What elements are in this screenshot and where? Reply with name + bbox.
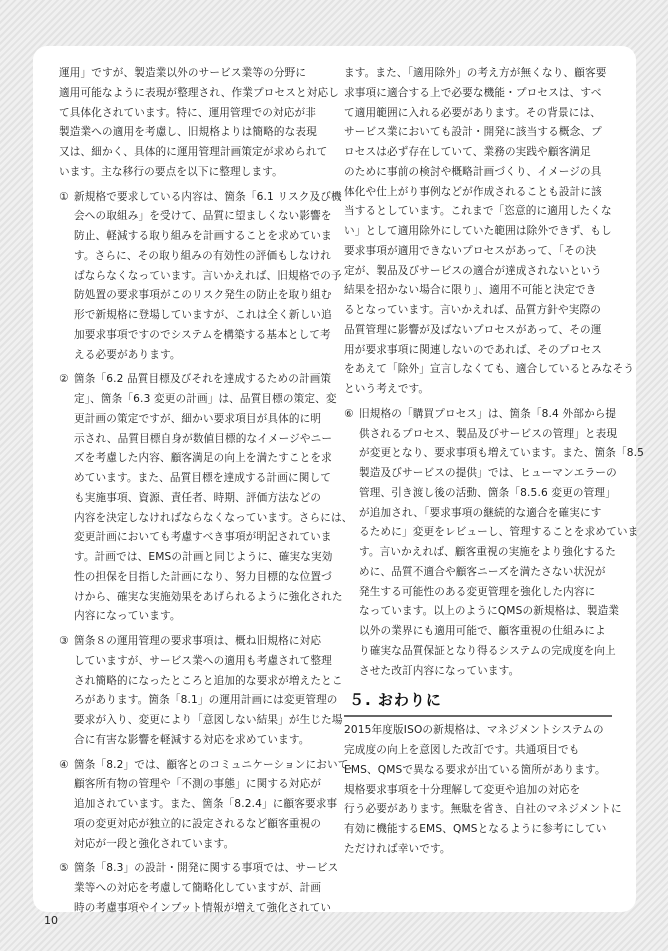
item-text bbox=[74, 859, 339, 918]
text-line: めに、品質不適合や顧客ニーズを満たさない状況が bbox=[359, 565, 606, 578]
text-line: 又は、細かく、具体的に運用管理計画策定が求められて bbox=[59, 146, 328, 158]
list-item-5 bbox=[59, 859, 339, 918]
text-line: EMS、QMSで異なる要求が出ている箇所があります。 bbox=[344, 763, 606, 776]
text-line: も実施事項、資源、責任者、時期、評価方法などの bbox=[74, 491, 322, 504]
text-line: り確実な品質保証となり得るシステムの完成度を向上 bbox=[359, 644, 616, 657]
text-line: す。言いかえれば、顧客重視の実施をより強化するた bbox=[359, 546, 616, 558]
item-marker: ④ bbox=[59, 758, 69, 771]
item-marker: ① bbox=[59, 190, 69, 203]
text-line: 時の考慮事項やインプット情報が増えて強化されてい bbox=[74, 901, 332, 914]
item-text bbox=[74, 632, 343, 751]
list-item-4 bbox=[59, 756, 360, 855]
text-line: をあえて「除外」宣言しなくても、適合しているとみなそう bbox=[344, 363, 635, 376]
text-line: 要求事項が適用できないプロセスがあって、「その決 bbox=[344, 244, 597, 257]
item-text bbox=[74, 188, 342, 366]
text-line: 求事項に適合する上で必要な機能・プロセスは、すべ bbox=[344, 86, 602, 99]
text-line: い」として適用除外にしていた範囲は除外できず、もし bbox=[344, 225, 612, 237]
text-line: す。さらに、その取り組みの有効性の評価もしなけれ bbox=[74, 249, 331, 262]
text-line: ろがあります。箇条「8.1」の運用計画には変更管理の bbox=[74, 694, 338, 707]
text-line: す。計画では、EMSの計画と同じように、確実な実効 bbox=[74, 551, 333, 563]
item-marker: ③ bbox=[59, 635, 69, 647]
item-marker: ⑥ bbox=[344, 407, 354, 420]
text-line: 有効に機能するEMS、QMSとなるように参考にしてい bbox=[344, 823, 607, 835]
text-line: ます。また、「適用除外」の考え方が無くなり、顧客要 bbox=[344, 67, 607, 79]
text-line: 内容になっています。 bbox=[74, 610, 181, 623]
text-line: めています。また、品質目標を達成する計画に関して bbox=[74, 472, 331, 484]
text-line: 合に有害な影響を軽減する対応を求めています。 bbox=[74, 733, 310, 746]
text-line: 以外の業界にも適用可能で、顧客重視の仕組みによ bbox=[359, 625, 606, 637]
item-marker: ② bbox=[59, 373, 69, 386]
text-line: 顧客所有物の管理や「不測の事態」に関する対応が bbox=[74, 778, 322, 791]
intro-paragraph bbox=[59, 64, 339, 183]
section-heading: ５. おわりに bbox=[344, 689, 612, 717]
text-line: 内容を決定しなければならなくなっています。さらには、 bbox=[74, 511, 353, 524]
text-line: 防処置の要求事項がこのリスク発生の防止を取り組む bbox=[74, 289, 332, 302]
text-line: 管理、引き渡し後の活動、箇条「8.5.6 変更の管理」 bbox=[359, 486, 616, 499]
text-line: 結果を招かない場合に限り」、適用不可能と決定でき bbox=[344, 284, 597, 297]
left-column bbox=[59, 64, 360, 919]
text-line: 形で新規格に登場していますが、これは全く新しい追 bbox=[74, 309, 332, 321]
list-item-1 bbox=[59, 188, 342, 366]
item-text bbox=[74, 370, 353, 627]
text-line: が追加され、「要求事項の継続的な適合を確実にす bbox=[359, 506, 602, 519]
text-line: 性の担保を目指した計画になり、努力目標的な位置づ bbox=[74, 570, 332, 583]
text-line: 適用可能なように表現が整理され、作業プロセスと対応し bbox=[59, 86, 339, 99]
text-line: 項の変更対応が独立的に設定されるなど顧客重視の bbox=[74, 817, 322, 830]
text-line: るために」変更をレビューし、管理することを求めていま bbox=[359, 526, 639, 539]
text-line: るとなっています。言いかえれば、品質方針や実際の bbox=[344, 304, 601, 316]
text-line: 箇条「6.2 品質目標及びそれを達成するための計画策 bbox=[74, 373, 332, 386]
text-line: ズを考慮した内容、顧客満足の向上を満たすことを求 bbox=[74, 452, 332, 465]
text-line: 防止、軽減する取り組みを計画することを求めていま bbox=[74, 230, 332, 242]
text-line: います。主な移行の要点を以下に整理します。 bbox=[59, 165, 283, 178]
text-line: され簡略的になったところと追加的な要求が増えたとこ bbox=[74, 674, 343, 687]
text-line: て具体化されています。特に、運用管理での対応が非 bbox=[59, 106, 316, 119]
text-line: 旧規格の「購買プロセス」は、箇条「8.4 外部から提 bbox=[359, 407, 617, 420]
text-line: 規格要求事項を十分理解して変更や追加の対応を bbox=[344, 783, 581, 796]
text-line: していますが、サービス業への適用も考慮されて整理 bbox=[74, 654, 332, 667]
list-item-3 bbox=[59, 632, 343, 751]
text-line: 要求が入り、変更により「意図しない結果」が生じた場 bbox=[74, 714, 343, 726]
right-column bbox=[344, 64, 645, 860]
item-marker: ⑤ bbox=[59, 862, 69, 875]
text-line: 定が、製品及びサービスの適合が達成されないという bbox=[344, 264, 602, 277]
text-line: 対応が一段と強化されています。 bbox=[74, 837, 235, 850]
text-line: 箇条８の運用管理の要求事項は、概ね旧規格に対応 bbox=[74, 635, 322, 647]
text-line: 製造及びサービスの提供」では、ヒューマンエラーの bbox=[359, 467, 617, 479]
text-line: ロセスは必ず存在していて、業務の実践や顧客満足 bbox=[344, 146, 591, 158]
text-line: 示され、品質目標自身が数値目標的なイメージやニー bbox=[74, 432, 333, 445]
text-line: 供されるプロセス、製品及びサービスの管理」と表現 bbox=[359, 427, 618, 440]
numbered-list bbox=[59, 188, 360, 919]
text-line: 更計画の策定ですが、細かい要求項目が具体的に明 bbox=[74, 412, 322, 425]
text-line: 品質管理に影響が及ばないプロセスがあって、その運 bbox=[344, 323, 602, 336]
text-line: える必要があります。 bbox=[74, 348, 181, 361]
item-text bbox=[74, 756, 360, 855]
text-line: ばならなくなっています。言いかえれば、旧規格での予 bbox=[74, 269, 342, 282]
text-line: 業等への対応を考慮して簡略化していますが、計画 bbox=[74, 882, 322, 894]
text-line: 製造業への適用を考慮し、旧規格よりは簡略的な表現 bbox=[59, 126, 317, 139]
text-line: 発生する可能性のある変更管理を強化した内容に bbox=[359, 585, 596, 598]
item-text bbox=[359, 405, 645, 682]
text-line: 新規格で要求している内容は、箇条「6.1 リスク及び機 bbox=[74, 190, 342, 203]
section-paragraph bbox=[344, 721, 622, 859]
text-line: て適用範囲に入れる必要があります。その背景には、 bbox=[344, 106, 601, 119]
text-line: なっています。以上のようにQMSの新規格は、製造業 bbox=[359, 605, 620, 618]
text-line: 変更計画においても考慮すべき事項が明記されていま bbox=[74, 531, 332, 544]
text-line: 2015年度版ISOの新規格は、マネジメントシステムの bbox=[344, 724, 604, 737]
text-line: が変更となり、要求事項も増えています。また、箇条「8.5 bbox=[359, 447, 645, 460]
text-line: 行う必要があります。無駄を省き、自社のマネジメントに bbox=[344, 803, 622, 816]
text-line: 当するとしています。これまで「恣意的に適用したくな bbox=[344, 205, 612, 218]
text-line: 定」、箇条「6.3 変更の計画」は、品質目標の策定、変 bbox=[74, 393, 337, 405]
text-line: させた改訂内容になっています。 bbox=[359, 664, 520, 677]
page-number: 10 bbox=[44, 914, 58, 927]
text-line: 運用」ですが、製造業以外のサービス業等の分野に bbox=[59, 67, 307, 79]
text-line: 完成度の向上を意図した改訂です。共通項目でも bbox=[344, 744, 580, 756]
text-line: けから、確実な実施効果をあげられるように強化された bbox=[74, 590, 343, 603]
text-line: サービス業においても設計・開発に該当する概念、プ bbox=[344, 126, 602, 139]
text-line: 追加されています。また、箇条「8.2.4」に顧客要求事 bbox=[74, 798, 338, 810]
text-line: 加要求事項ですのでシステムを構築する基本として考 bbox=[74, 328, 331, 341]
continued-paragraph bbox=[344, 64, 635, 400]
document-page bbox=[33, 46, 645, 914]
text-line: 箇条「8.3」の設計・開発に関する事項では、サービス bbox=[74, 862, 339, 875]
text-line: 会への取組み」を受けて、品質に望ましくない影響を bbox=[74, 210, 332, 223]
text-line: ただければ幸いです。 bbox=[344, 842, 451, 855]
text-line: という考えです。 bbox=[344, 383, 430, 395]
list-item-6 bbox=[344, 405, 645, 682]
text-line: 用が要求事項に関連しないのであれば、そのプロセス bbox=[344, 343, 602, 356]
text-line: のために事前の検討や概略計画づくり、イメージの具 bbox=[344, 165, 602, 178]
text-line: 箇条「8.2」では、顧客とのコミュニケーションにおいて、 bbox=[74, 758, 360, 771]
text-line: 体化や仕上がり事例などが作成されることも設計に該 bbox=[344, 185, 602, 198]
list-item-2 bbox=[59, 370, 353, 627]
